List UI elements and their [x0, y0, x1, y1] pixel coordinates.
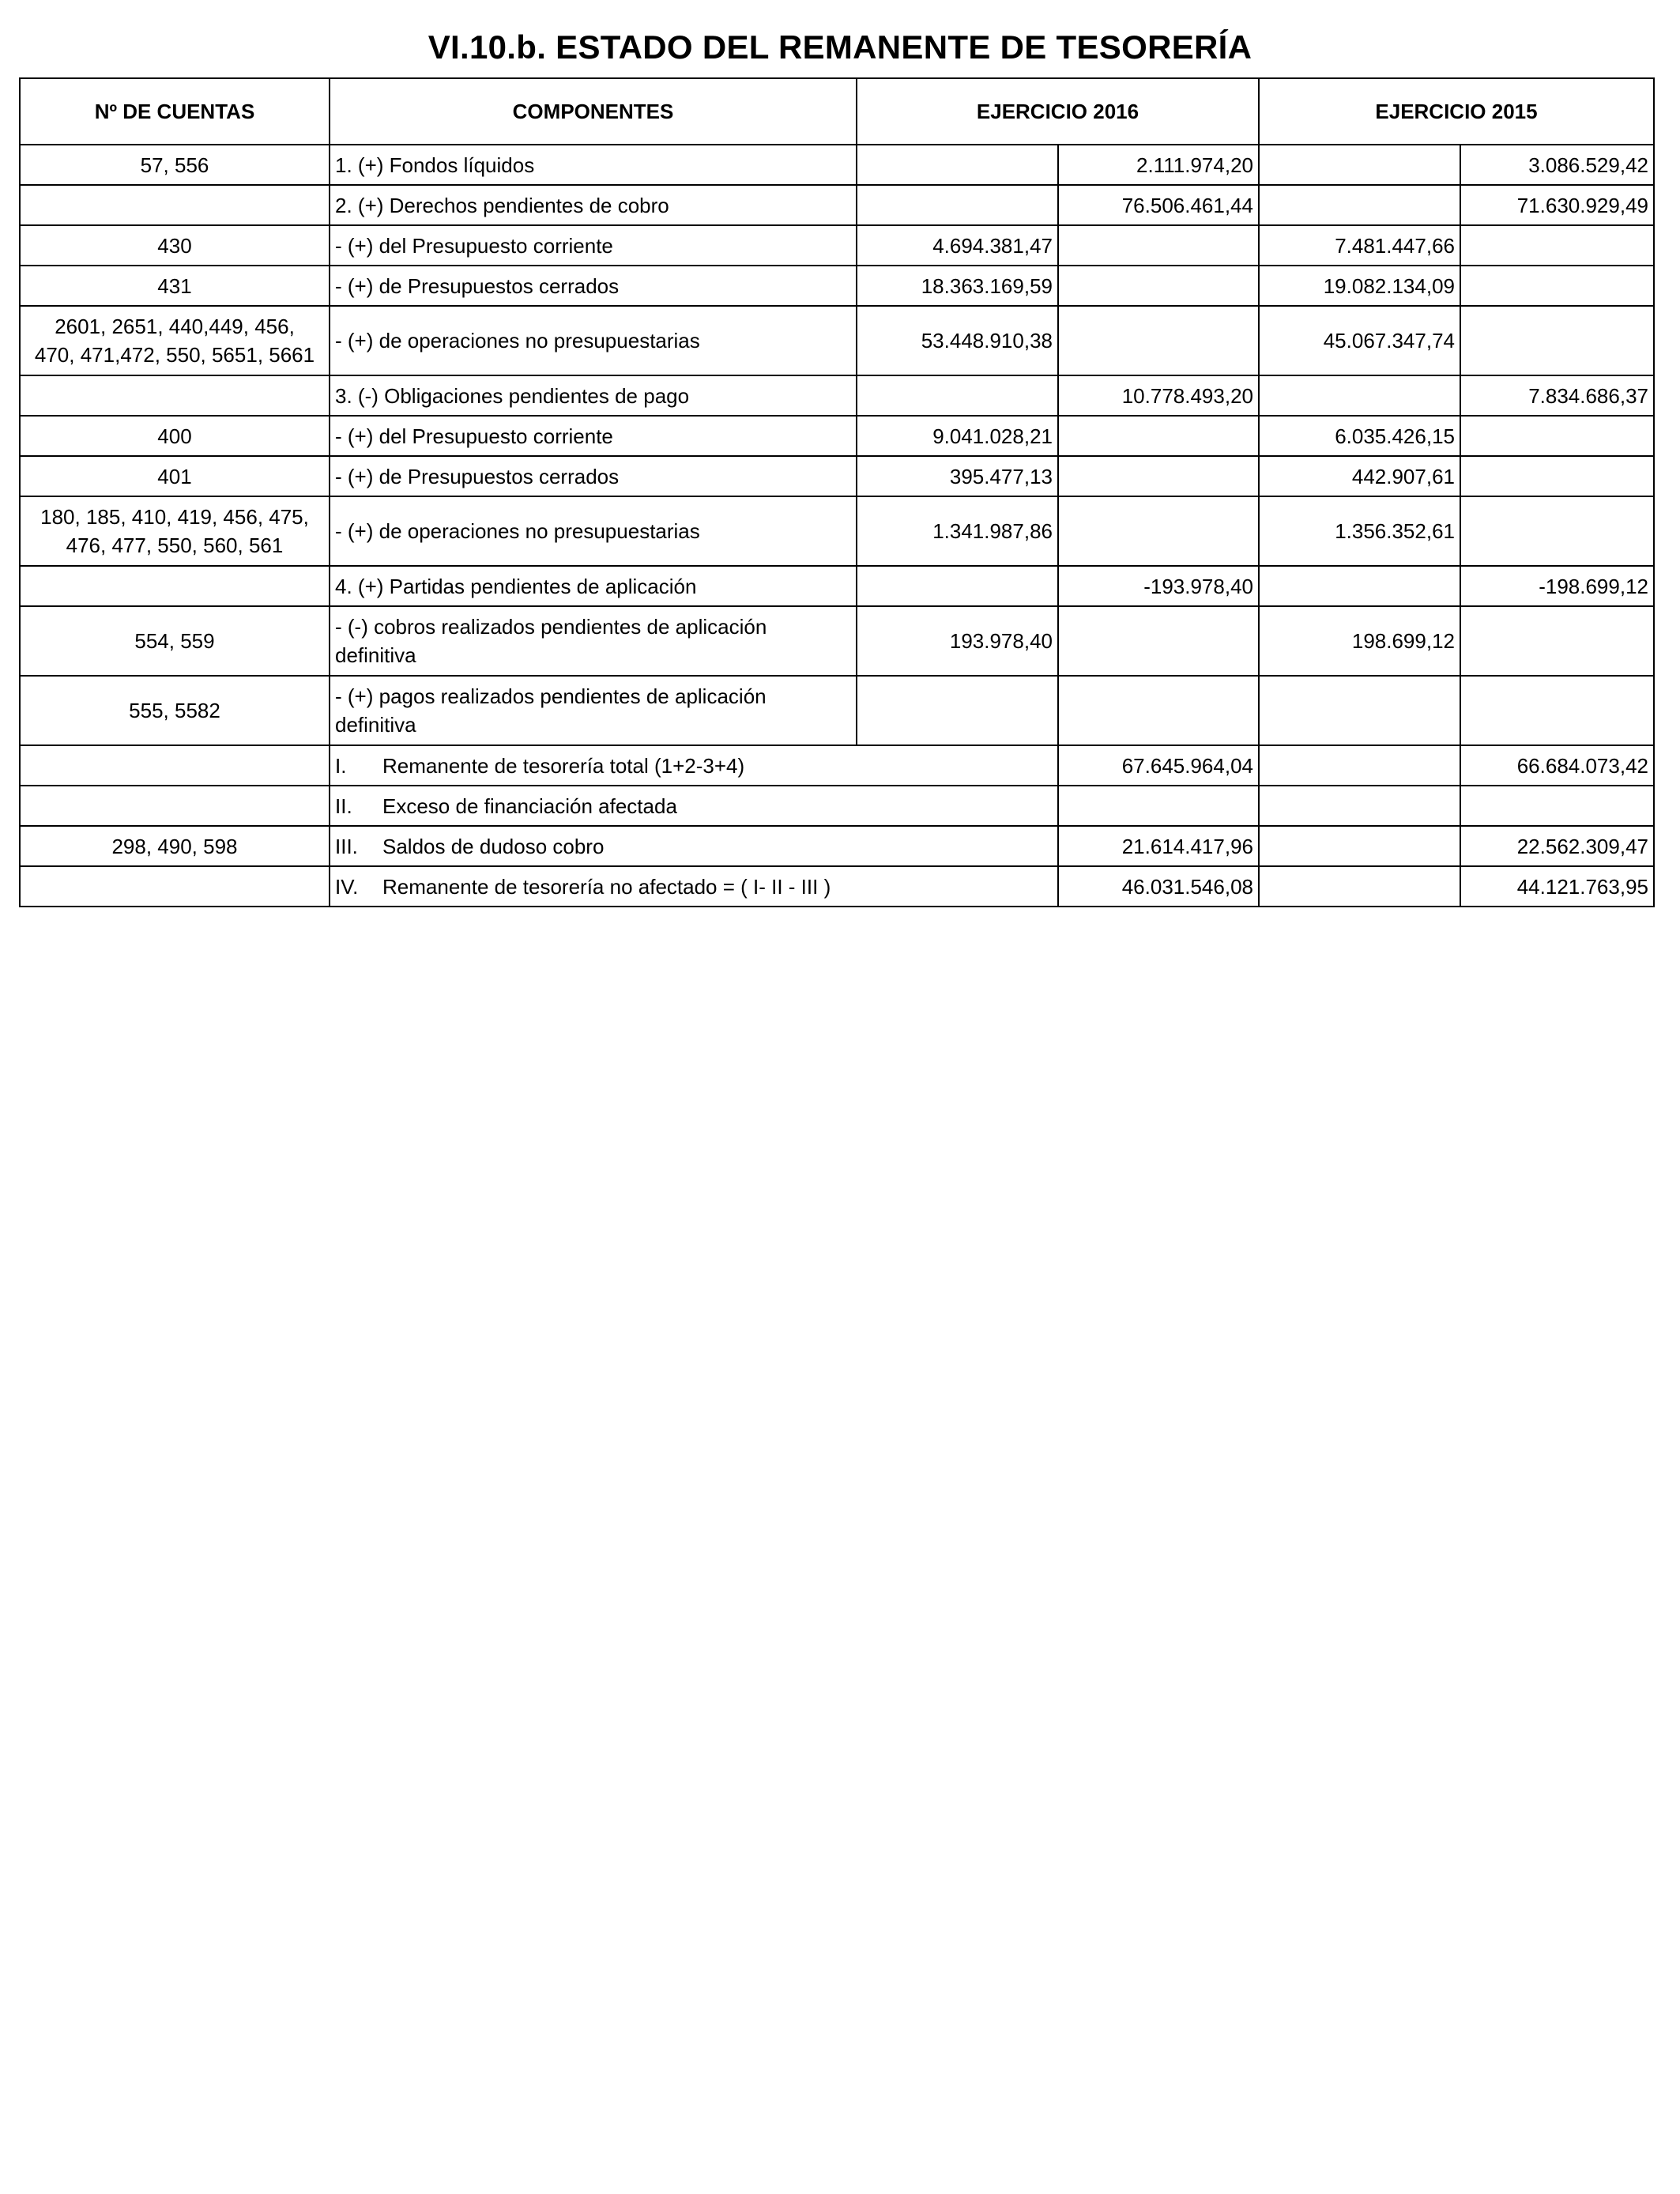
- total-2015-cell: [1460, 266, 1654, 306]
- cuentas-cell: 555, 5582: [20, 676, 330, 745]
- total-2015-cell: [1460, 606, 1654, 676]
- total-2016-cell: 10.778.493,20: [1058, 375, 1259, 416]
- componente-line: - (-) cobros realizados pendientes de aplicación: [335, 615, 767, 639]
- header-row: [20, 78, 1654, 145]
- table-row: [20, 676, 1654, 745]
- detalle-2015-cell: [1259, 375, 1460, 416]
- total-2015-cell: 71.630.929,49: [1460, 185, 1654, 225]
- detalle-2015-cell: 6.035.426,15: [1259, 416, 1460, 456]
- summary-label: Saldos de dudoso cobro: [382, 834, 605, 858]
- total-2016-cell: 46.031.546,08: [1058, 866, 1259, 907]
- cuentas-cell: [20, 185, 330, 225]
- componente-cell: - (+) de operaciones no presupuestarias: [330, 306, 857, 375]
- total-2015-cell: [1460, 306, 1654, 375]
- summary-label: Remanente de tesorería total (1+2-3+4): [382, 753, 745, 778]
- table-row: [20, 266, 1654, 306]
- total-2016-cell: 21.614.417,96: [1058, 826, 1259, 866]
- table-row: [20, 375, 1654, 416]
- table-row: [20, 566, 1654, 606]
- componente-cell: 1. (+) Fondos líquidos: [330, 145, 857, 185]
- cuentas-cell: 298, 490, 598: [20, 826, 330, 866]
- componente-cell: [330, 606, 857, 676]
- cuentas-cell: [20, 786, 330, 826]
- total-2016-cell: 76.506.461,44: [1058, 185, 1259, 225]
- cuentas-line: 180, 185, 410, 419, 456, 475,: [40, 505, 309, 529]
- detalle-2016-cell: 4.694.381,47: [857, 225, 1058, 266]
- remanente-tesoreria-table: [19, 77, 1655, 907]
- componente-cell: - (+) del Presupuesto corriente: [330, 416, 857, 456]
- detalle-2016-cell: 1.341.987,86: [857, 496, 1058, 566]
- detalle-2015-cell: [1259, 826, 1460, 866]
- componente-cell: - (+) del Presupuesto corriente: [330, 225, 857, 266]
- table-row: [20, 185, 1654, 225]
- roman-numeral: III.: [335, 834, 358, 858]
- table-row: [20, 225, 1654, 266]
- detalle-2015-cell: [1259, 566, 1460, 606]
- roman-numeral: I.: [335, 753, 347, 778]
- detalle-2015-cell: [1259, 866, 1460, 907]
- componente-cell: - (+) de operaciones no presupuestarias: [330, 496, 857, 566]
- detalle-2016-cell: 18.363.169,59: [857, 266, 1058, 306]
- total-2015-cell: 3.086.529,42: [1460, 145, 1654, 185]
- detalle-2015-cell: 442.907,61: [1259, 456, 1460, 496]
- detalle-2015-cell: 198.699,12: [1259, 606, 1460, 676]
- total-2015-cell: [1460, 225, 1654, 266]
- detalle-2015-cell: 19.082.134,09: [1259, 266, 1460, 306]
- detalle-2015-cell: 45.067.347,74: [1259, 306, 1460, 375]
- detalle-2016-cell: 53.448.910,38: [857, 306, 1058, 375]
- summary-label-cell: [330, 826, 1058, 866]
- detalle-2015-cell: [1259, 145, 1460, 185]
- cuentas-cell: [20, 306, 330, 375]
- summary-row: [20, 826, 1654, 866]
- cuentas-cell: [20, 496, 330, 566]
- total-2015-cell: [1460, 416, 1654, 456]
- summary-row: [20, 786, 1654, 826]
- componente-cell: - (+) de Presupuestos cerrados: [330, 456, 857, 496]
- summary-label-cell: [330, 745, 1058, 786]
- table-row: [20, 306, 1654, 375]
- total-2016-cell: [1058, 496, 1259, 566]
- detalle-2016-cell: [857, 145, 1058, 185]
- summary-label-cell: [330, 866, 1058, 907]
- componente-cell: 4. (+) Partidas pendientes de aplicación: [330, 566, 857, 606]
- cuentas-cell: 430: [20, 225, 330, 266]
- summary-label: Remanente de tesorería no afectado = ( I- II - III ): [382, 874, 831, 899]
- cuentas-line: 2601, 2651, 440,449, 456,: [55, 315, 295, 338]
- total-2016-cell: [1058, 676, 1259, 745]
- componente-cell: - (+) de Presupuestos cerrados: [330, 266, 857, 306]
- total-2015-cell: 7.834.686,37: [1460, 375, 1654, 416]
- cuentas-line: 476, 477, 550, 560, 561: [66, 533, 284, 557]
- header-componentes: COMPONENTES: [330, 78, 857, 145]
- table-row: [20, 606, 1654, 676]
- page-title: VI.10.b. ESTADO DEL REMANENTE DE TESORERÍA: [428, 28, 1252, 66]
- cuentas-cell: 554, 559: [20, 606, 330, 676]
- cuentas-cell: [20, 375, 330, 416]
- detalle-2015-cell: [1259, 786, 1460, 826]
- detalle-2015-cell: 7.481.447,66: [1259, 225, 1460, 266]
- total-2016-cell: [1058, 606, 1259, 676]
- total-2016-cell: [1058, 225, 1259, 266]
- detalle-2016-cell: [857, 185, 1058, 225]
- total-2016-cell: -193.978,40: [1058, 566, 1259, 606]
- detalle-2016-cell: [857, 676, 1058, 745]
- summary-row: [20, 745, 1654, 786]
- total-2015-cell: [1460, 496, 1654, 566]
- componente-line: definitiva: [335, 643, 416, 667]
- componente-line: - (+) pagos realizados pendientes de aplicación: [335, 684, 767, 708]
- roman-numeral: IV.: [335, 874, 359, 899]
- total-2015-cell: [1460, 786, 1654, 826]
- header-ejercicio-2015: EJERCICIO 2015: [1259, 78, 1654, 145]
- total-2016-cell: [1058, 416, 1259, 456]
- componente-cell: 3. (-) Obligaciones pendientes de pago: [330, 375, 857, 416]
- componente-cell: [330, 676, 857, 745]
- table-row: [20, 456, 1654, 496]
- detalle-2015-cell: [1259, 745, 1460, 786]
- total-2016-cell: [1058, 456, 1259, 496]
- header-ejercicio-2016: EJERCICIO 2016: [857, 78, 1259, 145]
- detalle-2016-cell: 193.978,40: [857, 606, 1058, 676]
- total-2015-cell: -198.699,12: [1460, 566, 1654, 606]
- cuentas-cell: [20, 566, 330, 606]
- cuentas-cell: 401: [20, 456, 330, 496]
- total-2016-cell: [1058, 306, 1259, 375]
- summary-row: [20, 866, 1654, 907]
- detalle-2016-cell: [857, 375, 1058, 416]
- header-cuentas: Nº DE CUENTAS: [20, 78, 330, 145]
- detalle-2016-cell: [857, 566, 1058, 606]
- total-2016-cell: 2.111.974,20: [1058, 145, 1259, 185]
- cuentas-cell: 400: [20, 416, 330, 456]
- table-row: [20, 496, 1654, 566]
- total-2015-cell: 66.684.073,42: [1460, 745, 1654, 786]
- detalle-2016-cell: 9.041.028,21: [857, 416, 1058, 456]
- summary-label: Exceso de financiación afectada: [382, 794, 677, 818]
- total-2016-cell: 67.645.964,04: [1058, 745, 1259, 786]
- cuentas-cell: [20, 866, 330, 907]
- total-2015-cell: 22.562.309,47: [1460, 826, 1654, 866]
- detalle-2015-cell: [1259, 676, 1460, 745]
- total-2015-cell: 44.121.763,95: [1460, 866, 1654, 907]
- cuentas-cell: [20, 745, 330, 786]
- detalle-2015-cell: [1259, 185, 1460, 225]
- detalle-2015-cell: 1.356.352,61: [1259, 496, 1460, 566]
- total-2016-cell: [1058, 786, 1259, 826]
- roman-numeral: II.: [335, 794, 352, 818]
- summary-label-cell: [330, 786, 1058, 826]
- componente-cell: 2. (+) Derechos pendientes de cobro: [330, 185, 857, 225]
- total-2015-cell: [1460, 676, 1654, 745]
- table-row: [20, 145, 1654, 185]
- total-2015-cell: [1460, 456, 1654, 496]
- cuentas-line: 470, 471,472, 550, 5651, 5661: [34, 343, 315, 367]
- detalle-2016-cell: 395.477,13: [857, 456, 1058, 496]
- cuentas-cell: 431: [20, 266, 330, 306]
- table-row: [20, 416, 1654, 456]
- componente-line: definitiva: [335, 713, 416, 737]
- total-2016-cell: [1058, 266, 1259, 306]
- cuentas-cell: 57, 556: [20, 145, 330, 185]
